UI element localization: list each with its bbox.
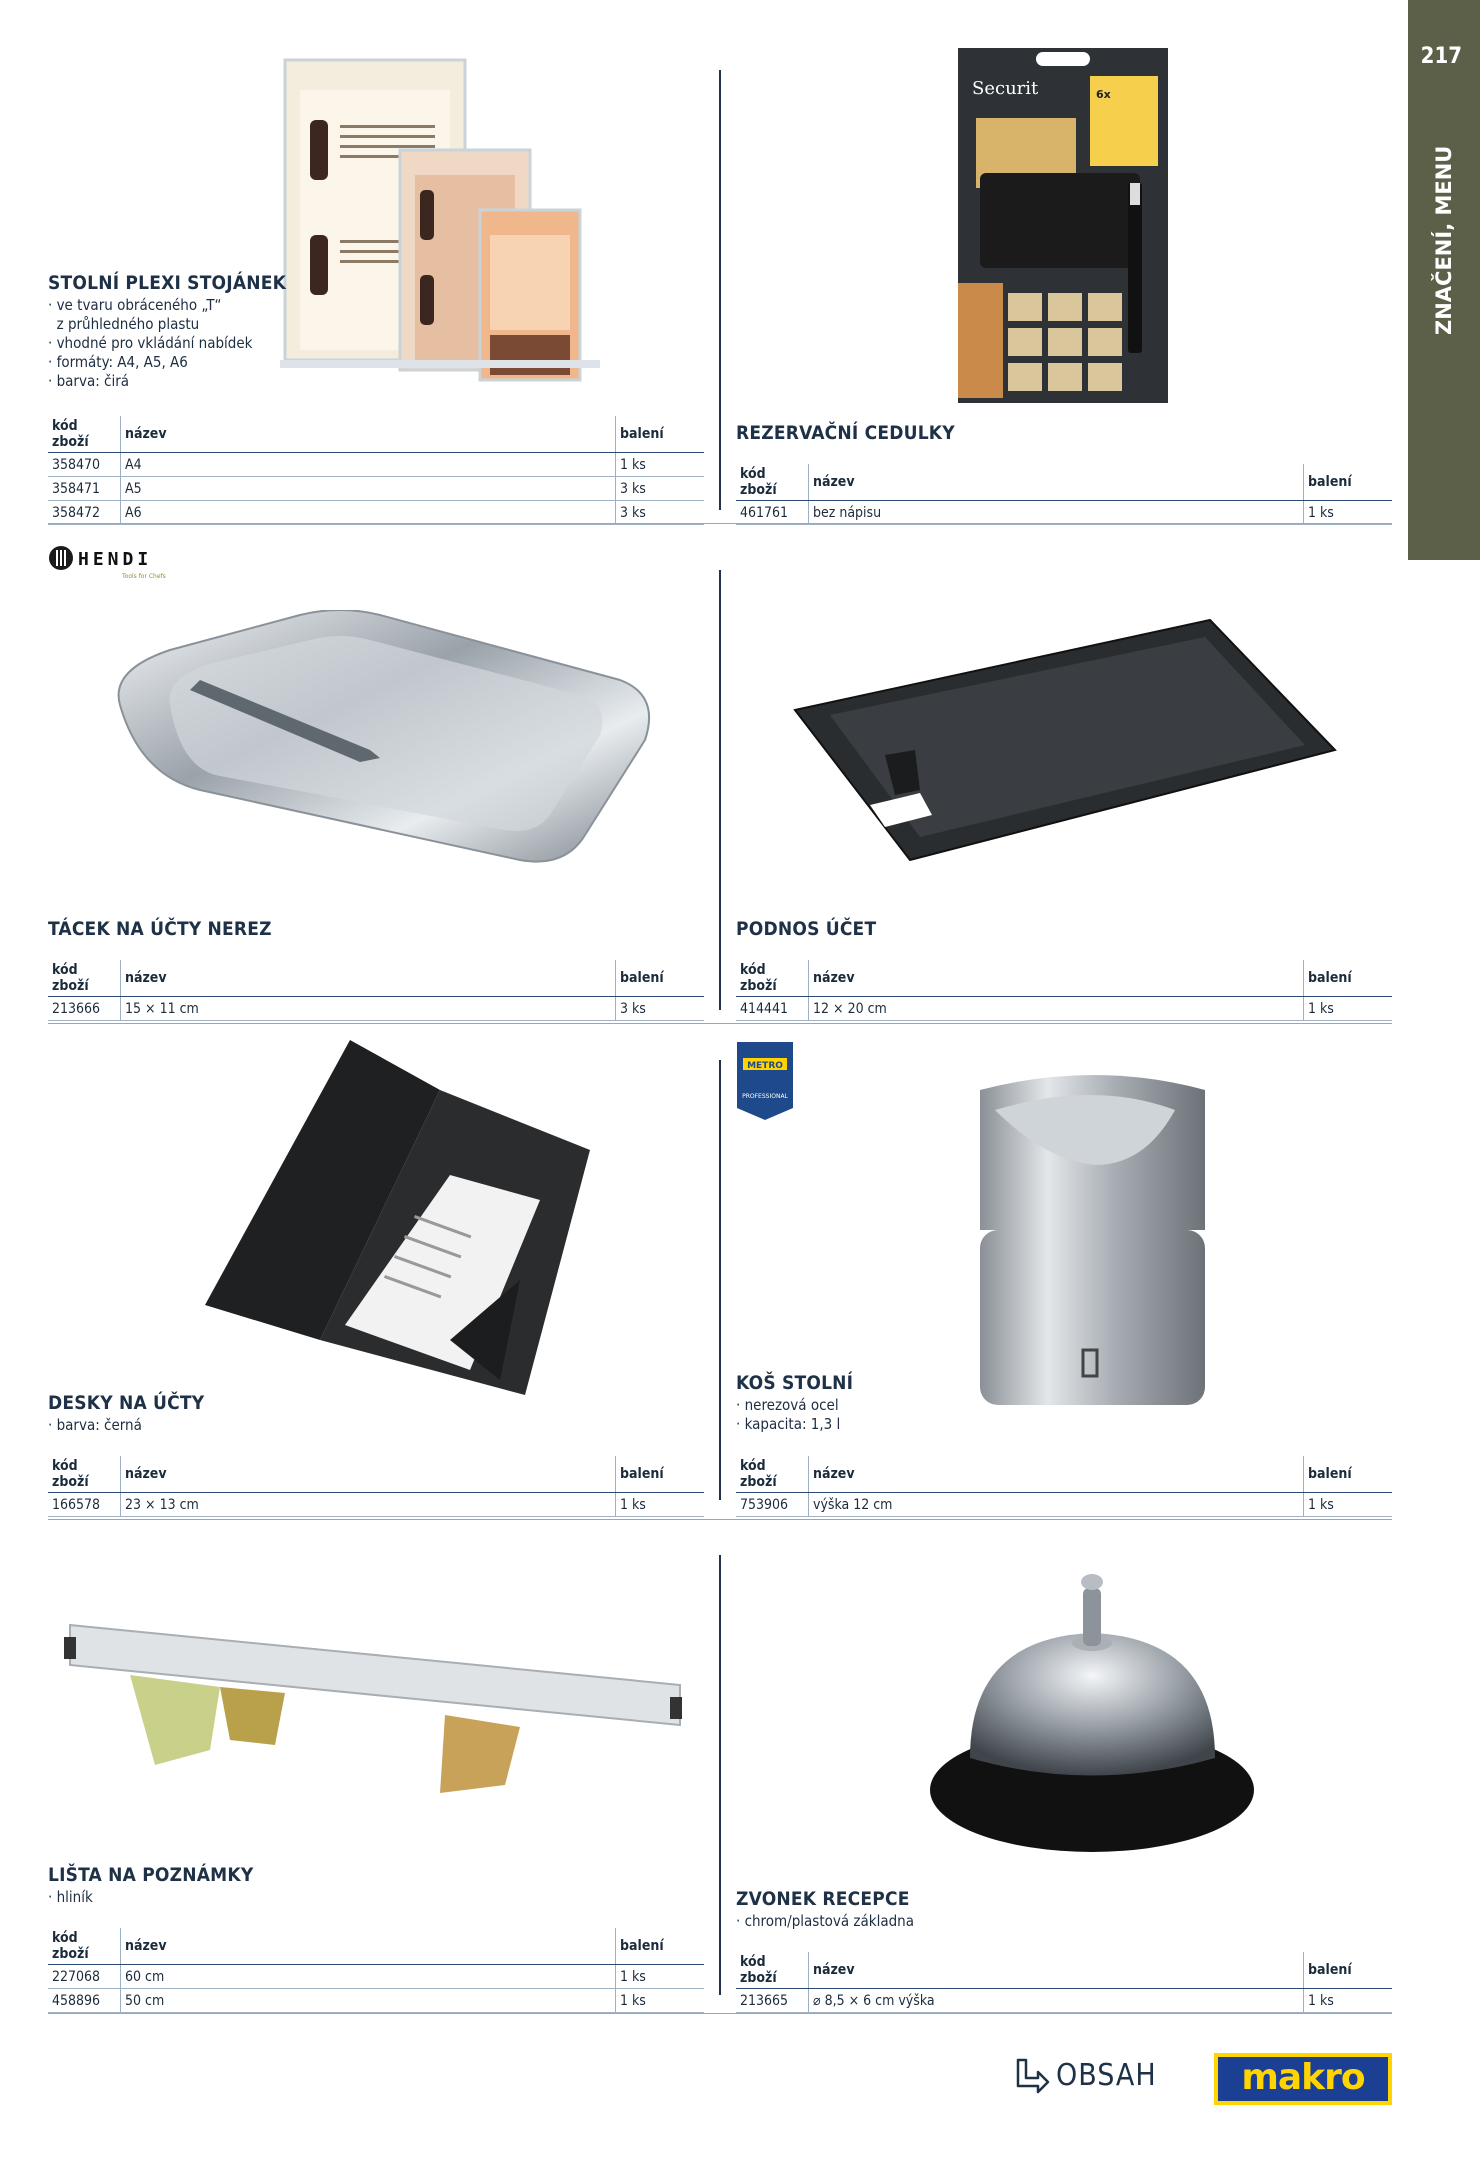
bullet-item: · hliník: [48, 1888, 93, 1906]
column-divider: [719, 1555, 721, 1995]
bullet-item: · barva: černá: [48, 1416, 142, 1434]
section-label: [1428, 130, 1458, 340]
column-divider: [719, 70, 721, 510]
bullet-item: · chrom/plastová základna: [736, 1912, 914, 1930]
stainless-tray-image: [110, 610, 660, 870]
product-title: ZVONEK RECEPCE: [736, 1888, 910, 1910]
bullet-item: · vhodné pro vkládání nabídek: [48, 334, 253, 352]
product-title: LIŠTA NA POZNÁMKY: [48, 1864, 254, 1886]
product-bullets: [736, 1396, 840, 1434]
product-table: kód zboží název balení 461761 bez nápisu 1 ks: [736, 464, 1392, 525]
toc-label: OBSAH: [1056, 2057, 1157, 2093]
bullet-item: · kapacita: 1,3 l: [736, 1415, 841, 1433]
product-title: TÁCEK NA ÚČTY NEREZ: [48, 918, 272, 940]
svg-text:6x: 6x: [1096, 88, 1111, 101]
toc-arrow-icon: [1012, 2056, 1050, 2094]
row-separator: [48, 2013, 1392, 2014]
product-title: KOŠ STOLNÍ: [736, 1372, 854, 1394]
waste-bin-image: [975, 1070, 1215, 1410]
product-title: STOLNÍ PLEXI STOJÁNEK: [48, 272, 287, 294]
product-bullets: [736, 1912, 914, 1931]
table-row: 458896 50 cm 1 ks: [48, 1989, 704, 2013]
table-row: 358472 A6 3 ks: [48, 501, 704, 525]
product-table: kód zboží název balení 166578 23 × 13 cm 1 ks: [48, 1456, 704, 1517]
product-bullets: [48, 1416, 142, 1435]
product-table: kód zboží název balení 753906 výška 12 cm 1 ks: [736, 1456, 1392, 1517]
column-divider: [719, 570, 721, 1010]
table-row: 753906 výška 12 cm 1 ks: [736, 1493, 1392, 1517]
svg-text:Securit: Securit: [972, 78, 1039, 99]
bill-folder-image: [200, 1040, 600, 1400]
bullet-item: · ve tvaru obráceného „T“: [48, 296, 222, 314]
product-title: PODNOS ÚČET: [736, 918, 877, 940]
row-separator: [48, 1023, 1392, 1024]
bullet-item: z průhledného plastu: [56, 315, 200, 333]
svg-text:Tools for Chefs: Tools for Chefs: [122, 573, 166, 580]
plexi-stand-image: [280, 55, 600, 395]
hendi-logo: [48, 544, 178, 588]
table-row: 461761 bez nápisu 1 ks: [736, 501, 1392, 525]
bullet-item: · barva: čirá: [48, 372, 130, 390]
bullet-item: · formáty: A4, A5, A6: [48, 353, 188, 371]
table-row: 227068 60 cm 1 ks: [48, 1965, 704, 1989]
svg-text:ZNAČENÍ, MENU: ZNAČENÍ, MENU: [1432, 145, 1456, 335]
reservation-cards-image: [958, 48, 1168, 403]
column-divider: [719, 1060, 721, 1500]
product-bullets: [48, 1888, 93, 1907]
product-table: kód zboží název balení 213665 ⌀ 8,5 × 6 cm výška 1 ks: [736, 1952, 1392, 2013]
table-row: 358470 A4 1 ks: [48, 453, 704, 477]
bullet-item: · nerezová ocel: [736, 1396, 839, 1414]
makro-logo: makro: [1214, 2053, 1392, 2105]
product-table: kód zboží název balení 358470 A4 1 ks 358471 A5 3 ks 358472 A6 3 ks: [48, 416, 704, 525]
black-tray-image: [790, 615, 1340, 865]
toc-link[interactable]: [1012, 2056, 1157, 2094]
product-title: DESKY NA ÚČTY: [48, 1392, 205, 1414]
product-bullets: [48, 296, 253, 391]
table-row: 213665 ⌀ 8,5 × 6 cm výška 1 ks: [736, 1989, 1392, 2013]
note-rail-image: [60, 1615, 690, 1795]
table-row: 414441 12 × 20 cm 1 ks: [736, 997, 1392, 1021]
table-row: 213666 15 × 11 cm 3 ks: [48, 997, 704, 1021]
table-row: 358471 A5 3 ks: [48, 477, 704, 501]
svg-text:HENDI: HENDI: [78, 549, 153, 570]
product-table: kód zboží název balení 213666 15 × 11 cm 3 ks: [48, 960, 704, 1021]
metro-professional-logo: [737, 1042, 793, 1124]
product-title: REZERVAČNÍ CEDULKY: [736, 422, 955, 444]
row-separator: [48, 1519, 1392, 1520]
svg-text:METRO: METRO: [747, 1061, 783, 1071]
product-table: kód zboží název balení 227068 60 cm 1 ks 458896 50 cm 1 ks: [48, 1928, 704, 2013]
reception-bell-image: [925, 1568, 1260, 1858]
svg-text:PROFESSIONAL: PROFESSIONAL: [742, 1093, 788, 1100]
table-row: 166578 23 × 13 cm 1 ks: [48, 1493, 704, 1517]
product-table: kód zboží název balení 414441 12 × 20 cm 1 ks: [736, 960, 1392, 1021]
page-number: 217: [1420, 44, 1462, 69]
